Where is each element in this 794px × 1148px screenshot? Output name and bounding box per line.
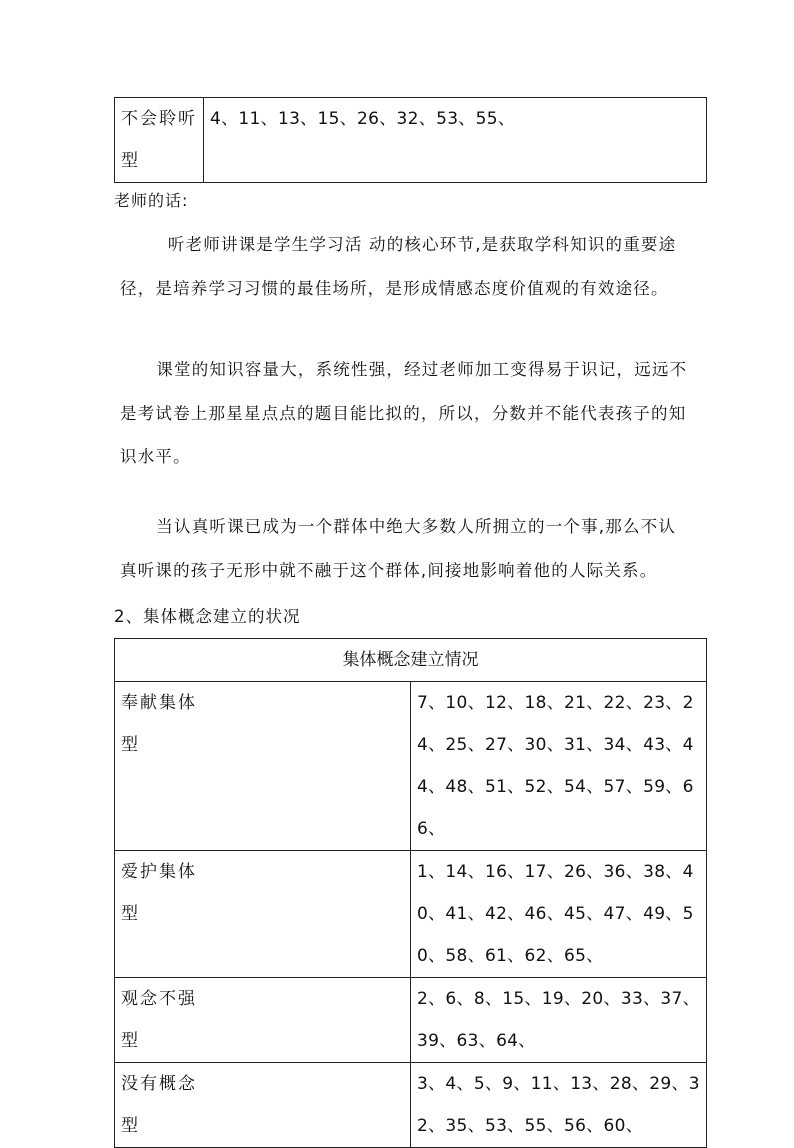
table-row	[115, 98, 707, 183]
table-row	[115, 682, 707, 851]
row-label: 没有概念型	[121, 1074, 197, 1136]
table-header-row	[115, 639, 707, 682]
section-heading: 2、集体概念建立的状况	[114, 607, 301, 626]
row-label: 奉献集体型	[121, 693, 197, 755]
teacher-paragraph: 当认真听课已成为一个群体中绝大多数人所拥立的一个事,那么不认真听课的孩子无形中就不融于这个群体,间接地影响着他的人际关系。	[120, 517, 677, 580]
table-row	[115, 851, 707, 978]
student-numbers: 2、6、8、15、19、20、33、37、39、63、64、	[417, 989, 700, 1051]
table-row	[115, 978, 707, 1063]
row-values-cell	[411, 978, 707, 1063]
student-numbers: 1、14、16、17、26、36、38、40、41、42、46、45、47、49、50、58、61、62、65、	[417, 862, 694, 966]
row-label: 观念不强型	[121, 989, 197, 1051]
row-values-cell	[411, 1063, 707, 1148]
row-label-cell	[115, 682, 411, 851]
row-label-cell	[115, 978, 411, 1063]
table-header: 集体概念建立情况	[115, 639, 707, 682]
row-label-cell	[115, 851, 411, 978]
listening-type-table	[114, 97, 707, 183]
row-values-cell	[204, 98, 707, 183]
row-label-cell	[115, 1063, 411, 1148]
student-numbers: 4、11、13、15、26、32、53、55、	[210, 109, 516, 129]
row-label: 不会聆听型	[121, 109, 197, 171]
student-numbers: 7、10、12、18、21、22、23、24、25、27、30、31、34、43、44、48、51、52、54、57、59、66、	[417, 693, 694, 839]
row-label-cell	[115, 98, 204, 183]
teacher-words-title: 老师的话:	[114, 191, 189, 210]
row-values-cell	[411, 851, 707, 978]
teacher-paragraph: 课堂的知识容量大，系统性强，经过老师加工变得易于识记，远远不是考试卷上那星星点点的题目能比拟的，所以，分数并不能代表孩子的知识水平。	[120, 360, 688, 466]
teacher-paragraph: 听老师讲课是学生学习活 动的核心环节,是获取学科知识的重要途径，是培养学习习惯的最佳场所，是形成情感态度价值观的有效途径。	[120, 235, 677, 298]
row-label: 爱护集体型	[121, 862, 197, 924]
row-values-cell	[411, 682, 707, 851]
table-row	[115, 1063, 707, 1148]
student-numbers: 3、4、5、9、11、13、28、29、32、35、53、55、56、60、	[417, 1074, 700, 1136]
collective-concept-table	[114, 638, 707, 1148]
